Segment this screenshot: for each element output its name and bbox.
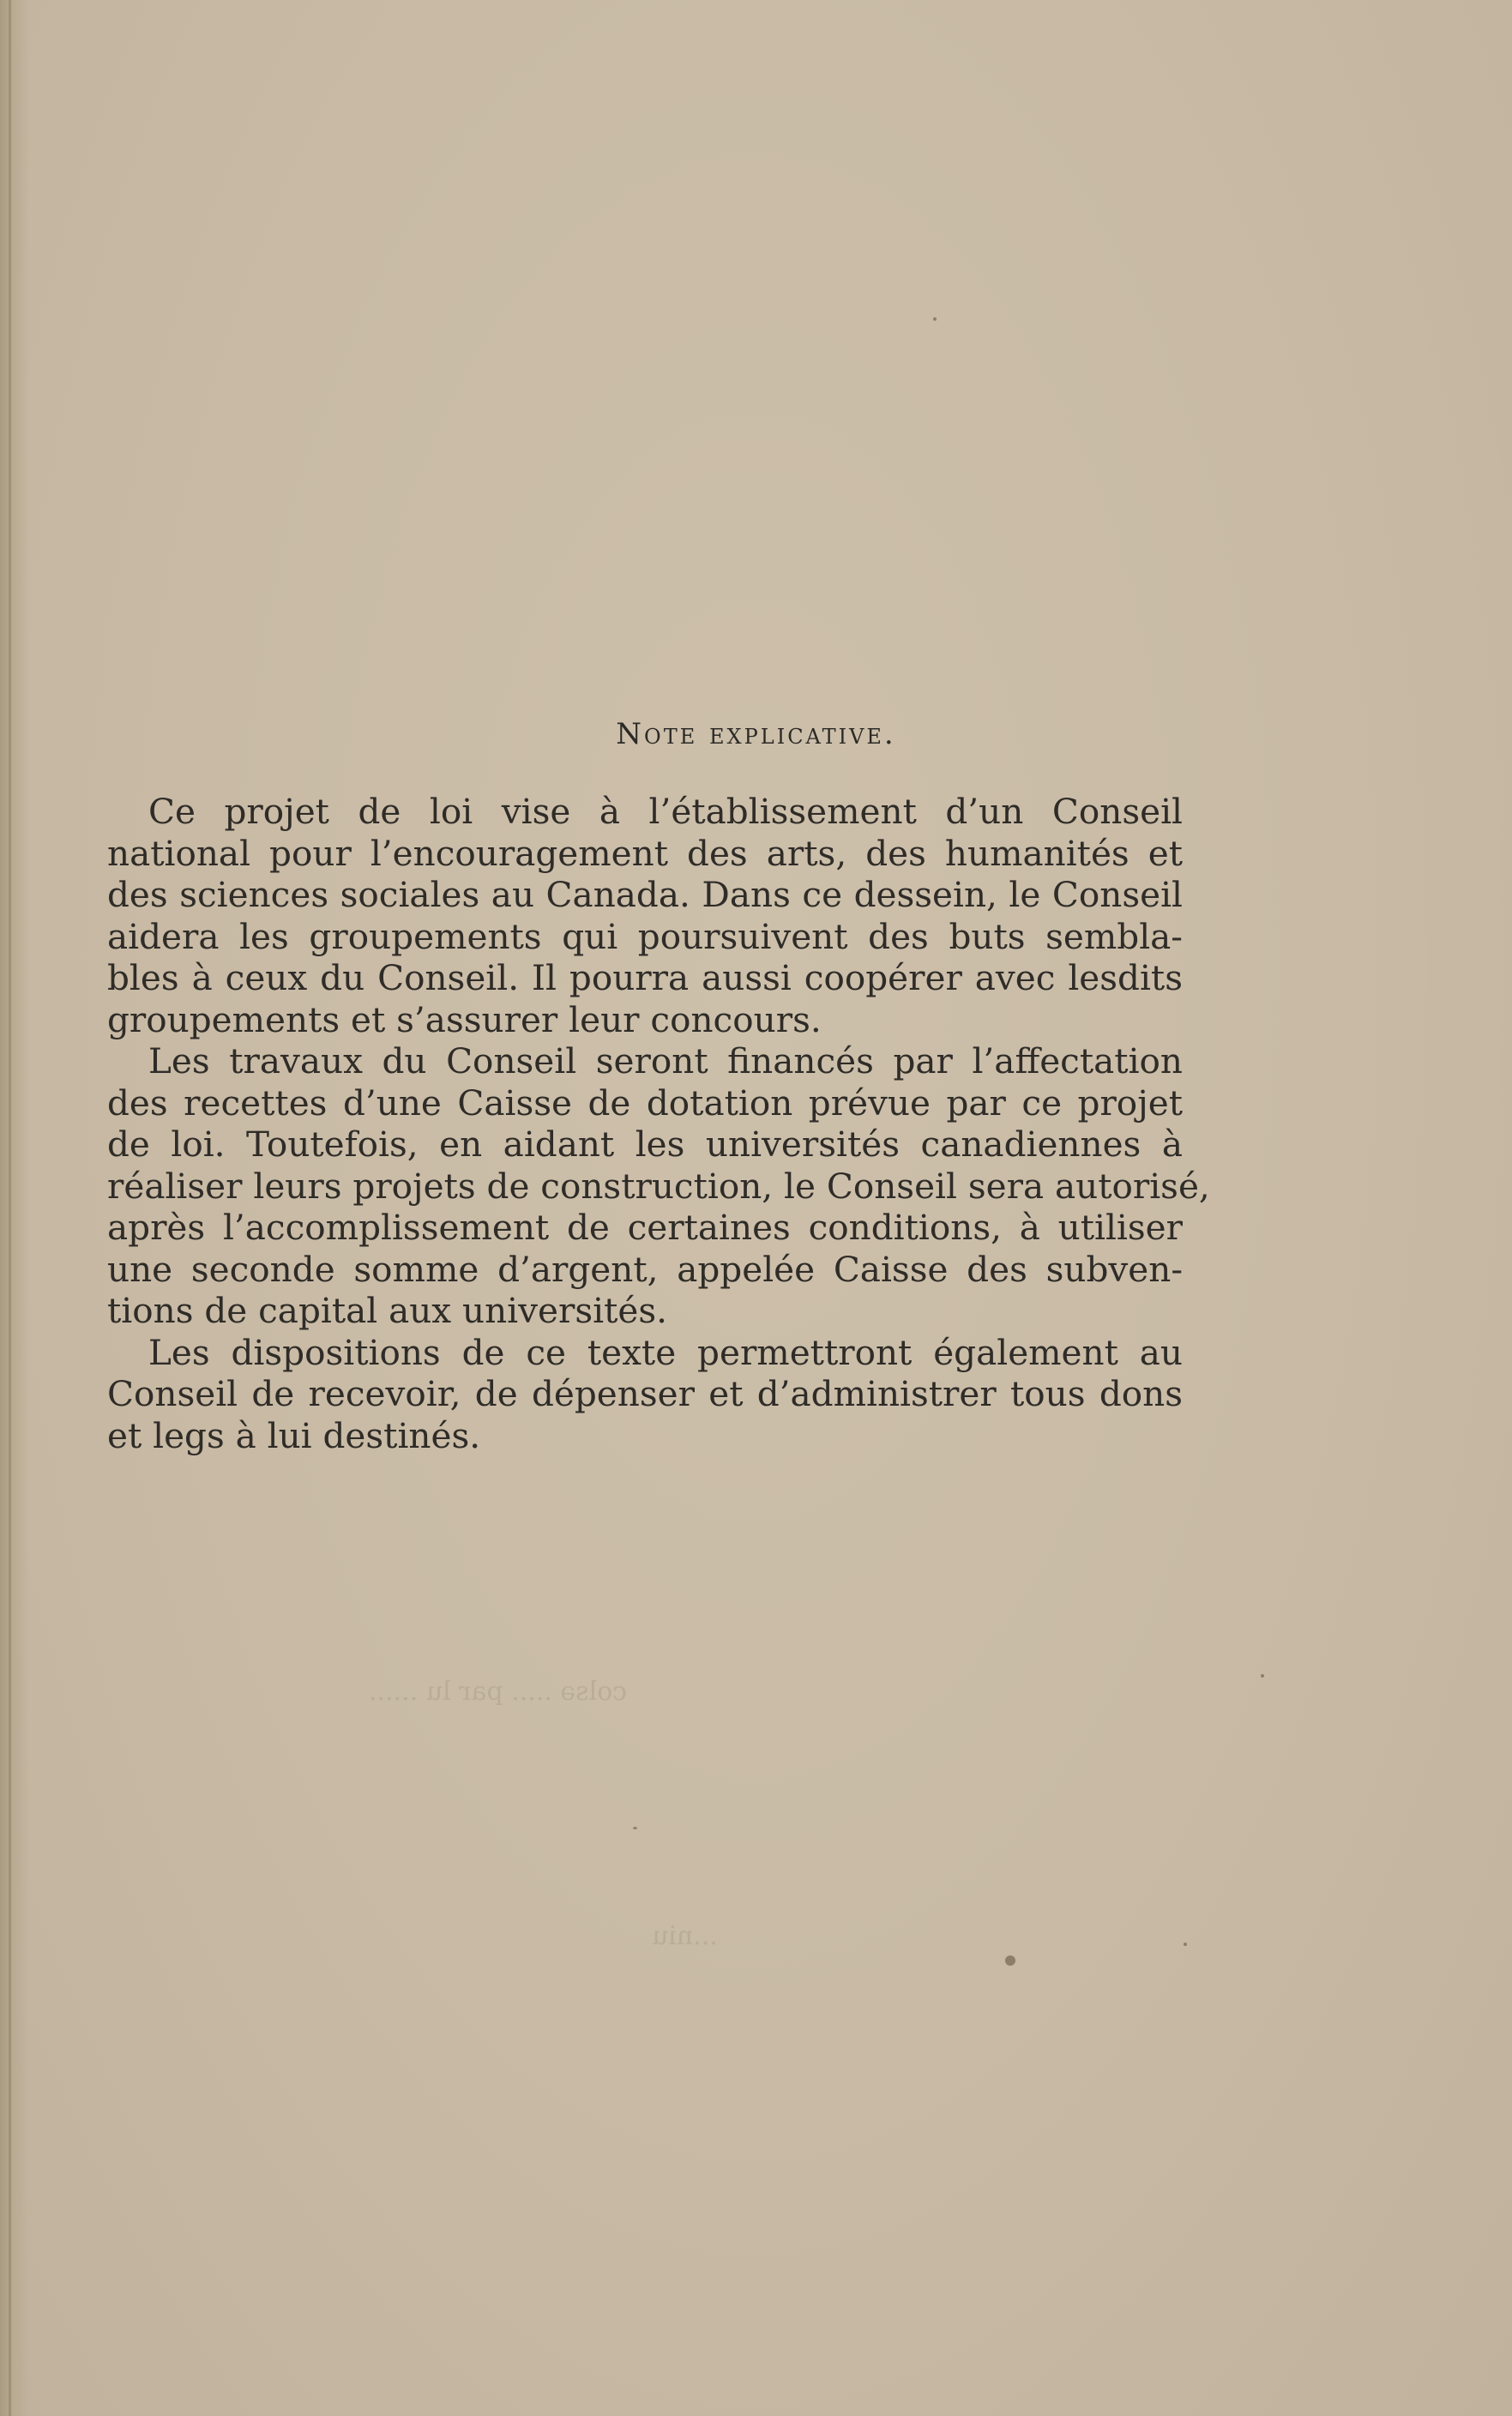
text-line: une seconde somme d’argent, appelée Caisse des subven- [107, 1248, 1183, 1290]
show-through-text: ...niu [652, 1921, 718, 1951]
page-binding-shadow [0, 0, 29, 2416]
text-line: aidera les groupements qui poursuivent des buts sembla- [107, 915, 1183, 957]
text-line: Les dispositions de ce texte permettront également au [148, 1331, 1183, 1373]
text-line: national pour l’encouragement des arts, des humanités et [107, 832, 1183, 874]
text-line: réaliser leurs projets de construction, le Conseil sera autorisé, [107, 1165, 1210, 1207]
text-line: des recettes d’une Caisse de dotation prévue par ce projet [107, 1081, 1183, 1124]
paper-speck [933, 317, 937, 321]
show-through-text: colsə ..... par lu ...... [369, 1677, 627, 1707]
note-heading: Note explicative. [616, 717, 896, 751]
text-line: et legs à lui destinés. [107, 1414, 481, 1456]
text-line: bles à ceux du Conseil. Il pourra aussi coopérer avec lesdits [107, 957, 1183, 998]
explanatory-note-body [107, 791, 1210, 1456]
text-line: de loi. Toutefois, en aidant les universités canadiennes à [107, 1124, 1183, 1165]
text-line: après l’accomplissement de certaines conditions, à utiliser [107, 1207, 1183, 1248]
text-line: Ce projet de loi vise à l’établissement d’un Conseil [148, 791, 1183, 832]
paragraph-3 [107, 1332, 1183, 1457]
text-line: des sciences sociales au Canada. Dans ce dessein, le Conseil [107, 874, 1183, 915]
text-line: Les travaux du Conseil seront financés par l’affectation [148, 1040, 1183, 1081]
paragraph-2 [107, 1040, 1210, 1332]
paper-speck [1261, 1674, 1264, 1678]
paper-speck [633, 1827, 637, 1829]
text-line: tions de capital aux universités. [107, 1290, 667, 1331]
paragraph-1 [107, 791, 1183, 1040]
text-line: Conseil de recevoir, de dépenser et d’administrer tous dons [107, 1373, 1183, 1414]
text-line: groupements et s’assurer leur concours. [107, 998, 822, 1040]
paper-speck [1184, 1943, 1187, 1946]
page-binding-crease [9, 0, 11, 2416]
paper-speck [1005, 1955, 1015, 1966]
